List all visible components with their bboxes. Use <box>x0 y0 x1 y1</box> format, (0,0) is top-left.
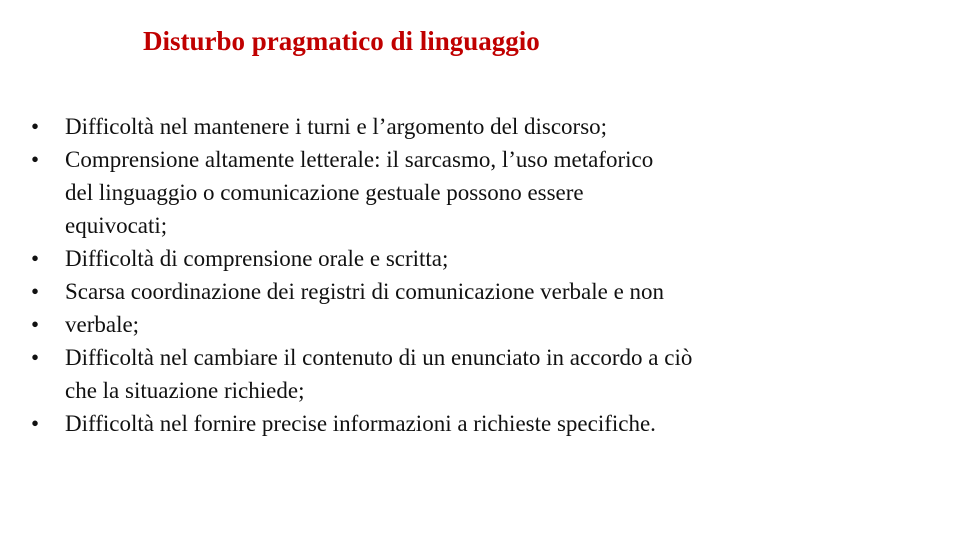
bullet-item <box>28 275 928 308</box>
bullet-icon: • <box>30 147 40 172</box>
bullet-text-line: che la situazione richiede; <box>65 378 305 403</box>
bullet-text-line: equivocati; <box>65 213 168 238</box>
bullet-item <box>28 407 928 440</box>
bullet-icon: • <box>30 114 40 139</box>
bullet-icon: • <box>30 246 40 271</box>
bullet-text-line: Difficoltà di comprensione orale e scritta; <box>65 246 449 271</box>
bullet-text-line: del linguaggio o comunicazione gestuale possono essere <box>65 180 584 205</box>
bullet-list <box>28 110 928 440</box>
bullet-item <box>28 143 928 242</box>
bullet-text-line: Difficoltà nel fornire precise informazioni a richieste specifiche. <box>65 411 656 436</box>
bullet-item <box>28 308 928 341</box>
bullet-text-line: Scarsa coordinazione dei registri di comunicazione verbale e non <box>65 279 665 304</box>
bullet-item <box>28 242 928 275</box>
bullet-icon: • <box>30 411 40 436</box>
bullet-text-line: Difficoltà nel cambiare il contenuto di un enunciato in accordo a ciò <box>65 345 693 370</box>
bullet-text-line: Comprensione altamente letterale: il sarcasmo, l’uso metaforico <box>65 147 654 172</box>
slide-title: Disturbo pragmatico di linguaggio <box>143 26 540 56</box>
bullet-icon: • <box>30 345 40 370</box>
bullet-icon: • <box>30 312 40 337</box>
bullet-text-line: Difficoltà nel mantenere i turni e l’argomento del discorso; <box>65 114 608 139</box>
bullet-item <box>28 110 928 143</box>
bullet-item <box>28 341 928 407</box>
bullet-text-line: verbale; <box>65 312 140 337</box>
bullet-icon: • <box>30 279 40 304</box>
